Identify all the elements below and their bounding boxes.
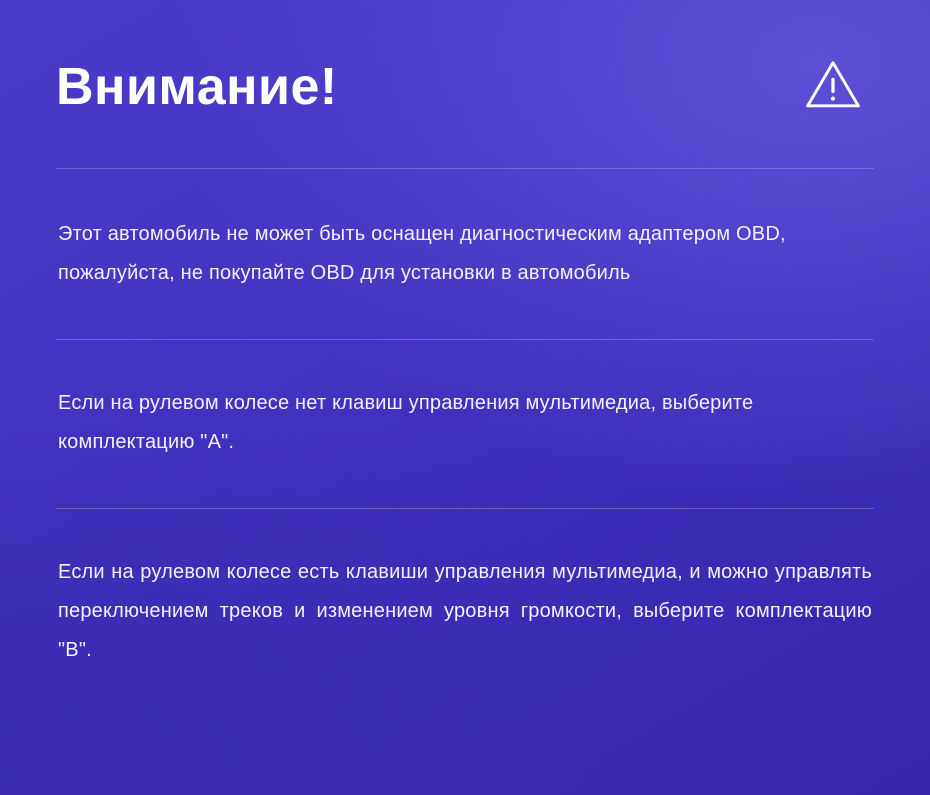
notice-obd-text: Этот автомобиль не может быть оснащен диагностическим адаптером OBD, пожалуйста, не покупайте OBD для установки в автомобиль	[58, 223, 786, 284]
notice-trim-b-text: Если на рулевом колесе есть клавиши управления мультимедиа, и можно управлять переключением треков и изменением уровня громкости, выберите комплектацию "B".	[58, 561, 872, 661]
poster-header	[56, 0, 874, 168]
notice-trim-b	[56, 509, 874, 710]
notice-trim-a-text: Если на рулевом колесе нет клавиш управления мультимедиа, выберите комплектацию "A".	[58, 392, 754, 453]
notice-obd	[56, 169, 874, 339]
page-title: Внимание!	[56, 58, 338, 116]
warning-triangle-icon	[804, 56, 862, 114]
notice-trim-a	[56, 340, 874, 508]
